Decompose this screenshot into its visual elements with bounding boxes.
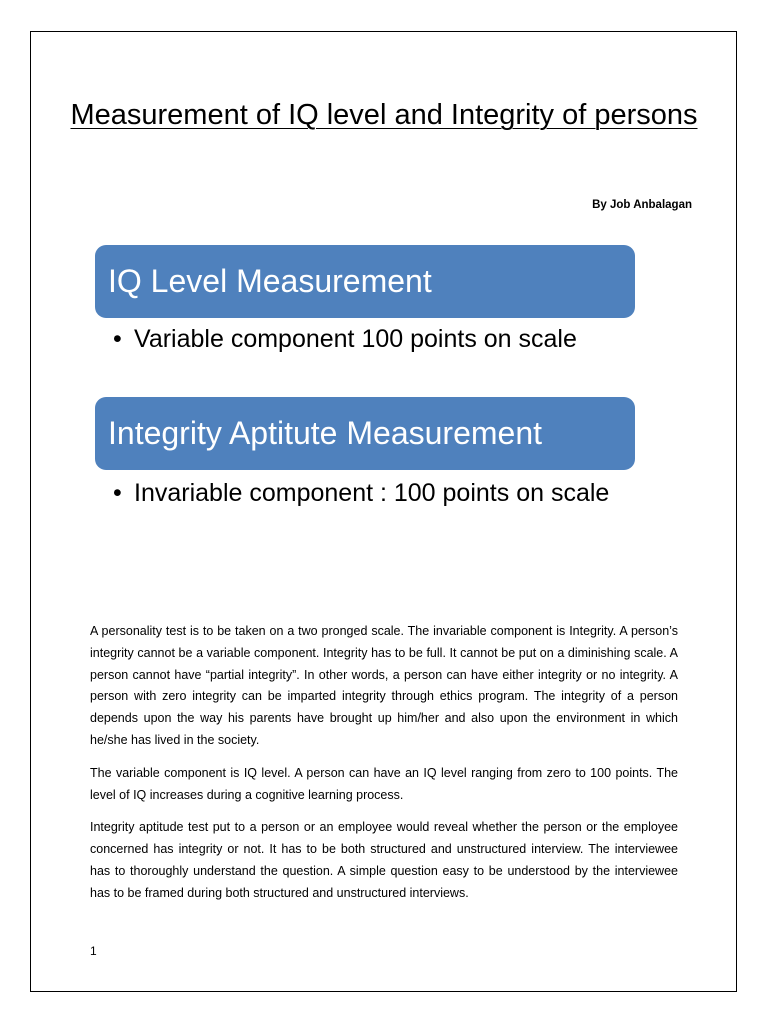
paragraph-personality-test: A personality test is to be taken on a two pronged scale. The invariable component is Integrity. A person’s integrity cannot be a variable component. Integrity has to be full. It cannot be put on a diminishing scale. A person cannot have “partial integrity”. In other words, a person can have either integrity or no integrity. A person with zero integrity can be imparted integrity through ethics program. The integrity of a person depends upon the way his parents have brought up him/her and also upon the environment in which he/she has lived in the society. — [90, 624, 678, 747]
integrity-bullet-item: • Invariable component : 100 points on scale — [113, 476, 613, 510]
iq-level-bullet-item: • Variable component 100 points on scale — [113, 322, 613, 356]
paragraph-integrity-aptitude-test: Integrity aptitude test put to a person or an employee would reveal whether the person or the employee concerned has integrity or not. It has to be both structured and unstructured interview. The interviewee has to thoroughly understand the question. A simple question easy to be understood by the interviewee has to be framed during both structured and unstructured interviews. — [90, 820, 678, 900]
body-text — [90, 621, 678, 916]
integrity-bullet-list — [113, 476, 613, 510]
document-title: Measurement of IQ level and Integrity of persons — [70, 99, 698, 131]
iq-level-bullet-list — [113, 322, 613, 356]
page-number: 1 — [90, 944, 97, 958]
paragraph-variable-component: The variable component is IQ level. A person can have an IQ level ranging from zero to 100 points. The level of IQ increases during a cognitive learning process. — [90, 765, 678, 802]
integrity-aptitude-measurement-header: Integrity Aptitute Measurement — [95, 397, 635, 470]
iq-level-measurement-header: IQ Level Measurement — [95, 245, 635, 318]
author-byline: By Job Anbalagan — [592, 199, 692, 211]
